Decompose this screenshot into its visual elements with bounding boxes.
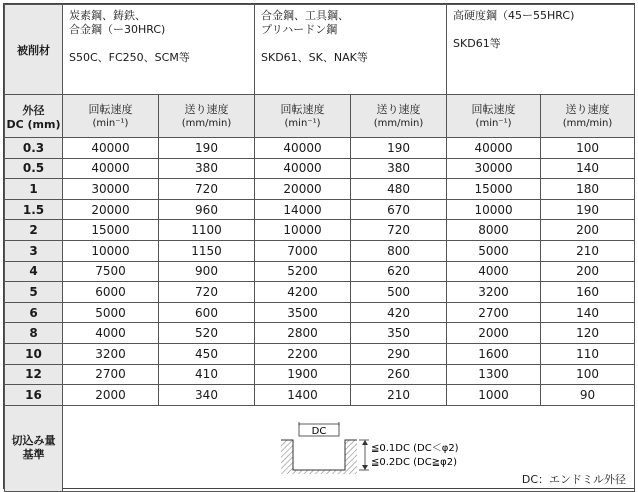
cutting-conditions-table bbox=[4, 4, 635, 492]
rpm-cell: 20000 bbox=[255, 179, 351, 200]
material-carbon-steel bbox=[63, 5, 255, 95]
rpm-cell: 20000 bbox=[63, 199, 159, 220]
feed-cell: 90 bbox=[541, 385, 635, 406]
feed-cell: 190 bbox=[541, 199, 635, 220]
cutting-conditions-table-frame bbox=[3, 3, 635, 489]
feed-cell: 480 bbox=[351, 179, 447, 200]
rpm-header bbox=[447, 95, 541, 138]
feed-header-unit: (mm/min) bbox=[373, 117, 424, 129]
depth-label-line1: 切込み量 bbox=[11, 434, 56, 448]
depth-label-line2: 基準 bbox=[22, 448, 45, 462]
feed-cell: 210 bbox=[351, 385, 447, 406]
rpm-cell: 30000 bbox=[63, 179, 159, 200]
rpm-header-label: 回転速度 bbox=[88, 102, 133, 116]
feed-header-unit: (mm/min) bbox=[181, 117, 232, 129]
diameter-cell: 4 bbox=[5, 261, 63, 282]
feed-cell: 670 bbox=[351, 199, 447, 220]
depth-rule-small: ≦0.1DC (DC＜φ2) bbox=[371, 442, 459, 454]
feed-header-label: 送り速度 bbox=[376, 102, 421, 116]
rpm-cell: 1900 bbox=[255, 364, 351, 385]
rpm-cell: 1000 bbox=[447, 385, 541, 406]
dc-definition-note: DC：エンドミル外径 bbox=[521, 472, 627, 486]
rpm-header bbox=[63, 95, 159, 138]
table-row bbox=[5, 302, 635, 323]
rpm-header-unit: (min⁻¹) bbox=[92, 117, 129, 129]
rpm-header-label: 回転速度 bbox=[280, 102, 325, 116]
feed-cell: 720 bbox=[159, 282, 255, 303]
feed-cell: 720 bbox=[351, 220, 447, 241]
table-row bbox=[5, 158, 635, 179]
diameter-cell: 1.5 bbox=[5, 199, 63, 220]
feed-header bbox=[541, 95, 635, 138]
rpm-header bbox=[255, 95, 351, 138]
diameter-cell: 6 bbox=[5, 302, 63, 323]
material-name-line2: プリハードン鋼 bbox=[261, 23, 338, 36]
material-label: 被削材 bbox=[5, 5, 63, 95]
diameter-header-line1: 外径 bbox=[22, 103, 45, 117]
feed-cell: 190 bbox=[351, 138, 447, 159]
feed-cell: 200 bbox=[541, 261, 635, 282]
material-hardened-steel bbox=[447, 5, 635, 95]
rpm-cell: 2000 bbox=[447, 323, 541, 344]
rpm-cell: 40000 bbox=[255, 158, 351, 179]
rpm-cell: 2200 bbox=[255, 343, 351, 364]
material-grades: SKD61等 bbox=[453, 37, 501, 50]
table-row bbox=[5, 282, 635, 303]
column-header-row bbox=[5, 95, 635, 138]
rpm-header-label: 回転速度 bbox=[471, 102, 516, 116]
feed-cell: 160 bbox=[541, 282, 635, 303]
table-row bbox=[5, 138, 635, 159]
material-grades: S50C、FC250、SCM等 bbox=[69, 51, 190, 64]
rpm-cell: 40000 bbox=[63, 138, 159, 159]
rpm-cell: 2800 bbox=[255, 323, 351, 344]
rpm-cell: 4000 bbox=[447, 261, 541, 282]
feed-cell: 800 bbox=[351, 240, 447, 261]
feed-cell: 500 bbox=[351, 282, 447, 303]
depth-of-cut-diagram bbox=[273, 414, 503, 476]
diameter-cell: 16 bbox=[5, 385, 63, 406]
feed-cell: 110 bbox=[541, 343, 635, 364]
rpm-cell: 2700 bbox=[63, 364, 159, 385]
material-name-line1: 高硬度鋼（45ー55HRC) bbox=[453, 9, 575, 22]
feed-cell: 960 bbox=[159, 199, 255, 220]
feed-cell: 210 bbox=[541, 240, 635, 261]
material-alloy-tool-steel bbox=[255, 5, 447, 95]
diameter-header-line2: DC (mm) bbox=[6, 117, 61, 131]
material-grades: SKD61、SK、NAK等 bbox=[261, 51, 368, 64]
material-name-line2: 合金鋼（ー30HRC) bbox=[69, 23, 166, 36]
rpm-header-unit: (min⁻¹) bbox=[475, 117, 512, 129]
feed-cell: 100 bbox=[541, 364, 635, 385]
rpm-cell: 5000 bbox=[63, 302, 159, 323]
feed-cell: 120 bbox=[541, 323, 635, 344]
feed-cell: 900 bbox=[159, 261, 255, 282]
rpm-header-unit: (min⁻¹) bbox=[284, 117, 321, 129]
feed-cell: 140 bbox=[541, 302, 635, 323]
feed-cell: 340 bbox=[159, 385, 255, 406]
depth-rule-large: ≦0.2DC (DC≧φ2) bbox=[371, 456, 457, 468]
diameter-cell: 2 bbox=[5, 220, 63, 241]
table-row bbox=[5, 240, 635, 261]
feed-header-label: 送り速度 bbox=[184, 102, 229, 116]
rpm-cell: 30000 bbox=[447, 158, 541, 179]
rpm-cell: 8000 bbox=[447, 220, 541, 241]
feed-cell: 380 bbox=[159, 158, 255, 179]
table-row bbox=[5, 364, 635, 385]
arrow-up-icon bbox=[362, 440, 368, 445]
feed-header-label: 送り速度 bbox=[565, 102, 610, 116]
rpm-cell: 4000 bbox=[63, 323, 159, 344]
rpm-cell: 7000 bbox=[255, 240, 351, 261]
rpm-cell: 10000 bbox=[447, 199, 541, 220]
feed-cell: 180 bbox=[541, 179, 635, 200]
table-row bbox=[5, 179, 635, 200]
feed-cell: 100 bbox=[541, 138, 635, 159]
rpm-cell: 1600 bbox=[447, 343, 541, 364]
diameter-cell: 8 bbox=[5, 323, 63, 344]
feed-header bbox=[159, 95, 255, 138]
diameter-cell: 1 bbox=[5, 179, 63, 200]
table-row bbox=[5, 199, 635, 220]
feed-cell: 350 bbox=[351, 323, 447, 344]
feed-cell: 410 bbox=[159, 364, 255, 385]
diameter-cell: 5 bbox=[5, 282, 63, 303]
rpm-cell: 14000 bbox=[255, 199, 351, 220]
diameter-cell: 0.3 bbox=[5, 138, 63, 159]
feed-header-unit: (mm/min) bbox=[562, 117, 613, 129]
feed-cell: 420 bbox=[351, 302, 447, 323]
material-row bbox=[5, 5, 635, 95]
feed-cell: 1100 bbox=[159, 220, 255, 241]
feed-cell: 1150 bbox=[159, 240, 255, 261]
rpm-cell: 3200 bbox=[447, 282, 541, 303]
feed-cell: 380 bbox=[351, 158, 447, 179]
diameter-cell: 0.5 bbox=[5, 158, 63, 179]
diameter-cell: 3 bbox=[5, 240, 63, 261]
rpm-cell: 40000 bbox=[255, 138, 351, 159]
feed-cell: 600 bbox=[159, 302, 255, 323]
rpm-cell: 10000 bbox=[63, 240, 159, 261]
rpm-cell: 1400 bbox=[255, 385, 351, 406]
rpm-cell: 7500 bbox=[63, 261, 159, 282]
material-name-line1: 炭素鋼、鋳鉄、 bbox=[69, 9, 146, 22]
rpm-cell: 40000 bbox=[63, 158, 159, 179]
feed-cell: 290 bbox=[351, 343, 447, 364]
feed-cell: 260 bbox=[351, 364, 447, 385]
rpm-cell: 3500 bbox=[255, 302, 351, 323]
depth-of-cut-row bbox=[5, 405, 635, 491]
feed-cell: 140 bbox=[541, 158, 635, 179]
feed-cell: 190 bbox=[159, 138, 255, 159]
diameter-cell: 10 bbox=[5, 343, 63, 364]
rpm-cell: 15000 bbox=[63, 220, 159, 241]
depth-of-cut-diagram-cell bbox=[63, 405, 635, 491]
rpm-cell: 3200 bbox=[63, 343, 159, 364]
depth-of-cut-label bbox=[5, 405, 63, 491]
workpiece-hatch bbox=[281, 440, 357, 474]
feed-cell: 620 bbox=[351, 261, 447, 282]
rpm-cell: 1300 bbox=[447, 364, 541, 385]
data-rows bbox=[5, 138, 635, 406]
rpm-cell: 4200 bbox=[255, 282, 351, 303]
feed-cell: 720 bbox=[159, 179, 255, 200]
rpm-cell: 15000 bbox=[447, 179, 541, 200]
diameter-cell: 12 bbox=[5, 364, 63, 385]
feed-cell: 450 bbox=[159, 343, 255, 364]
feed-cell: 520 bbox=[159, 323, 255, 344]
table-row bbox=[5, 385, 635, 406]
table-row bbox=[5, 343, 635, 364]
feed-header bbox=[351, 95, 447, 138]
rpm-cell: 5000 bbox=[447, 240, 541, 261]
table-row bbox=[5, 323, 635, 344]
table-row bbox=[5, 261, 635, 282]
rpm-cell: 40000 bbox=[447, 138, 541, 159]
material-name-line1: 合金鋼、工具鋼、 bbox=[261, 9, 350, 22]
rpm-cell: 2700 bbox=[447, 302, 541, 323]
arrow-down-icon bbox=[362, 465, 368, 470]
feed-cell: 200 bbox=[541, 220, 635, 241]
rpm-cell: 10000 bbox=[255, 220, 351, 241]
rpm-cell: 6000 bbox=[63, 282, 159, 303]
rpm-cell: 5200 bbox=[255, 261, 351, 282]
table-row bbox=[5, 220, 635, 241]
dc-dimension-label: DC bbox=[311, 425, 327, 437]
diameter-header bbox=[5, 95, 63, 138]
rpm-cell: 2000 bbox=[63, 385, 159, 406]
